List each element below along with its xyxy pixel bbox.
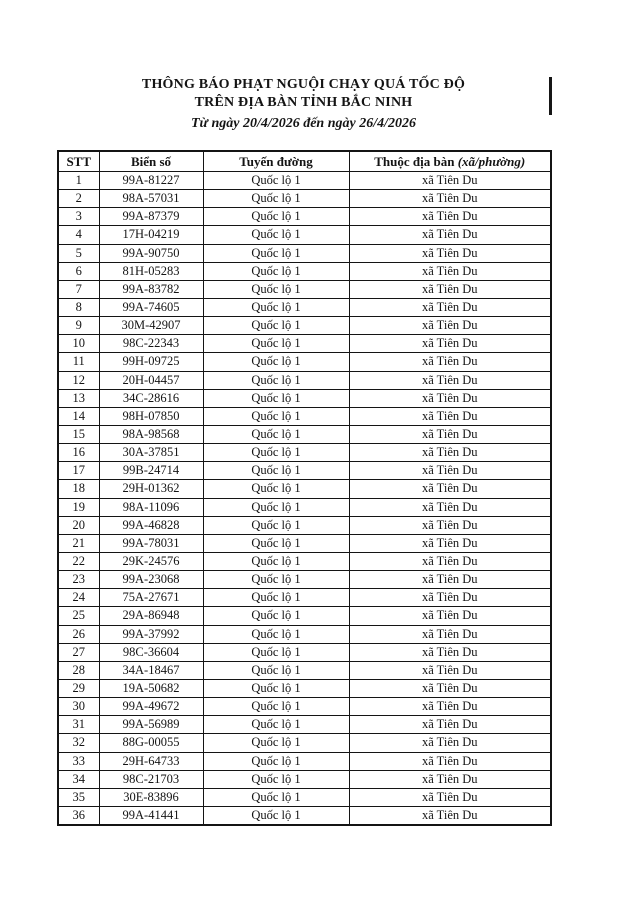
table-row [58, 788, 551, 806]
cell-stt: 18 [58, 480, 99, 498]
cell-stt: 4 [58, 226, 99, 244]
cell-tuyen-duong: Quốc lộ 1 [203, 625, 349, 643]
cell-dia-ban: xã Tiên Du [349, 444, 551, 462]
cell-tuyen-duong: Quốc lộ 1 [203, 190, 349, 208]
cell-dia-ban: xã Tiên Du [349, 552, 551, 570]
cell-bien-so: 99A-46828 [99, 516, 203, 534]
cell-dia-ban: xã Tiên Du [349, 770, 551, 788]
table-row [58, 770, 551, 788]
cell-bien-so: 99A-56989 [99, 716, 203, 734]
cell-bien-so: 99A-74605 [99, 298, 203, 316]
cell-stt: 36 [58, 806, 99, 825]
cell-dia-ban: xã Tiên Du [349, 698, 551, 716]
cell-stt: 8 [58, 298, 99, 316]
cell-stt: 28 [58, 661, 99, 679]
cell-stt: 33 [58, 752, 99, 770]
cell-stt: 19 [58, 498, 99, 516]
header-tuyen-duong: Tuyến đường [203, 151, 349, 172]
cell-dia-ban: xã Tiên Du [349, 589, 551, 607]
table-row [58, 371, 551, 389]
cell-stt: 25 [58, 607, 99, 625]
table-row [58, 335, 551, 353]
cell-tuyen-duong: Quốc lộ 1 [203, 407, 349, 425]
table-row [58, 462, 551, 480]
cell-stt: 34 [58, 770, 99, 788]
cell-tuyen-duong: Quốc lộ 1 [203, 208, 349, 226]
table-row [58, 516, 551, 534]
cell-dia-ban: xã Tiên Du [349, 625, 551, 643]
cell-bien-so: 30M-42907 [99, 317, 203, 335]
cell-dia-ban: xã Tiên Du [349, 353, 551, 371]
cell-stt: 32 [58, 734, 99, 752]
violations-table-body [58, 172, 551, 826]
cell-bien-so: 75A-27671 [99, 589, 203, 607]
cell-tuyen-duong: Quốc lộ 1 [203, 462, 349, 480]
cell-tuyen-duong: Quốc lộ 1 [203, 480, 349, 498]
cell-stt: 26 [58, 625, 99, 643]
cell-dia-ban: xã Tiên Du [349, 643, 551, 661]
cell-bien-so: 29H-64733 [99, 752, 203, 770]
cell-bien-so: 98A-11096 [99, 498, 203, 516]
table-row [58, 498, 551, 516]
table-row [58, 280, 551, 298]
table-row [58, 317, 551, 335]
cell-stt: 29 [58, 679, 99, 697]
cell-bien-so: 17H-04219 [99, 226, 203, 244]
cell-bien-so: 34A-18467 [99, 661, 203, 679]
header-stt: STT [58, 151, 99, 172]
cell-tuyen-duong: Quốc lộ 1 [203, 226, 349, 244]
cell-dia-ban: xã Tiên Du [349, 335, 551, 353]
cell-tuyen-duong: Quốc lộ 1 [203, 589, 349, 607]
cell-bien-so: 19A-50682 [99, 679, 203, 697]
cell-dia-ban: xã Tiên Du [349, 226, 551, 244]
cell-tuyen-duong: Quốc lộ 1 [203, 516, 349, 534]
cell-dia-ban: xã Tiên Du [349, 389, 551, 407]
cell-tuyen-duong: Quốc lộ 1 [203, 244, 349, 262]
cell-dia-ban: xã Tiên Du [349, 534, 551, 552]
cell-bien-so: 34C-28616 [99, 389, 203, 407]
cell-bien-so: 98H-07850 [99, 407, 203, 425]
cell-tuyen-duong: Quốc lộ 1 [203, 571, 349, 589]
cell-bien-so: 99A-37992 [99, 625, 203, 643]
table-row [58, 244, 551, 262]
cell-stt: 24 [58, 589, 99, 607]
table-row [58, 661, 551, 679]
cell-stt: 13 [58, 389, 99, 407]
cell-dia-ban: xã Tiên Du [349, 752, 551, 770]
header-dia-ban [349, 151, 551, 172]
cell-tuyen-duong: Quốc lộ 1 [203, 788, 349, 806]
cell-tuyen-duong: Quốc lộ 1 [203, 698, 349, 716]
cell-stt: 16 [58, 444, 99, 462]
cell-stt: 30 [58, 698, 99, 716]
violations-table-header [58, 151, 551, 172]
cell-dia-ban: xã Tiên Du [349, 280, 551, 298]
cell-tuyen-duong: Quốc lộ 1 [203, 734, 349, 752]
cell-stt: 23 [58, 571, 99, 589]
cell-tuyen-duong: Quốc lộ 1 [203, 298, 349, 316]
cell-dia-ban: xã Tiên Du [349, 716, 551, 734]
cell-dia-ban: xã Tiên Du [349, 480, 551, 498]
cell-stt: 2 [58, 190, 99, 208]
cell-stt: 22 [58, 552, 99, 570]
cell-tuyen-duong: Quốc lộ 1 [203, 498, 349, 516]
cell-tuyen-duong: Quốc lộ 1 [203, 389, 349, 407]
cell-stt: 5 [58, 244, 99, 262]
cell-bien-so: 98A-57031 [99, 190, 203, 208]
cell-bien-so: 98C-36604 [99, 643, 203, 661]
cell-bien-so: 99A-81227 [99, 172, 203, 190]
cell-tuyen-duong: Quốc lộ 1 [203, 552, 349, 570]
cell-bien-so: 98C-21703 [99, 770, 203, 788]
cell-bien-so: 98A-98568 [99, 425, 203, 443]
cell-bien-so: 99A-78031 [99, 534, 203, 552]
cell-tuyen-duong: Quốc lộ 1 [203, 661, 349, 679]
cell-tuyen-duong: Quốc lộ 1 [203, 280, 349, 298]
cell-tuyen-duong: Quốc lộ 1 [203, 806, 349, 825]
cell-bien-so: 99A-23068 [99, 571, 203, 589]
table-row [58, 172, 551, 190]
document-header [57, 76, 550, 133]
table-row [58, 208, 551, 226]
cell-stt: 15 [58, 425, 99, 443]
table-row [58, 226, 551, 244]
cell-tuyen-duong: Quốc lộ 1 [203, 607, 349, 625]
cell-stt: 17 [58, 462, 99, 480]
cell-bien-so: 81H-05283 [99, 262, 203, 280]
table-row [58, 262, 551, 280]
cell-dia-ban: xã Tiên Du [349, 679, 551, 697]
header-row [58, 151, 551, 172]
cell-tuyen-duong: Quốc lộ 1 [203, 425, 349, 443]
cell-dia-ban: xã Tiên Du [349, 788, 551, 806]
document-title-line-1: THÔNG BÁO PHẠT NGUỘI CHẠY QUÁ TỐC ĐỘ [141, 77, 466, 92]
table-row [58, 571, 551, 589]
cell-bien-so: 29K-24576 [99, 552, 203, 570]
cell-stt: 3 [58, 208, 99, 226]
cell-dia-ban: xã Tiên Du [349, 298, 551, 316]
cell-tuyen-duong: Quốc lộ 1 [203, 335, 349, 353]
table-row [58, 643, 551, 661]
table-row [58, 716, 551, 734]
cell-stt: 7 [58, 280, 99, 298]
table-row [58, 607, 551, 625]
cell-stt: 31 [58, 716, 99, 734]
cell-bien-so: 99A-49672 [99, 698, 203, 716]
table-row [58, 698, 551, 716]
cell-bien-so: 99A-87379 [99, 208, 203, 226]
cell-tuyen-duong: Quốc lộ 1 [203, 172, 349, 190]
cell-bien-so: 99H-09725 [99, 353, 203, 371]
cell-bien-so: 29H-01362 [99, 480, 203, 498]
table-row [58, 806, 551, 825]
cell-stt: 21 [58, 534, 99, 552]
cell-tuyen-duong: Quốc lộ 1 [203, 770, 349, 788]
table-row [58, 480, 551, 498]
table-row [58, 589, 551, 607]
cell-stt: 12 [58, 371, 99, 389]
cell-tuyen-duong: Quốc lộ 1 [203, 643, 349, 661]
table-row [58, 534, 551, 552]
cell-bien-so: 30E-83896 [99, 788, 203, 806]
cell-dia-ban: xã Tiên Du [349, 425, 551, 443]
table-row [58, 298, 551, 316]
cell-stt: 27 [58, 643, 99, 661]
cell-tuyen-duong: Quốc lộ 1 [203, 716, 349, 734]
cell-bien-so: 99A-41441 [99, 806, 203, 825]
table-row [58, 752, 551, 770]
cell-dia-ban: xã Tiên Du [349, 262, 551, 280]
cell-bien-so: 20H-04457 [99, 371, 203, 389]
cell-stt: 35 [58, 788, 99, 806]
cell-stt: 11 [58, 353, 99, 371]
cell-bien-so: 99A-90750 [99, 244, 203, 262]
document-date-range: Từ ngày 20/4/2026 đến ngày 26/4/2026 [191, 116, 416, 131]
cell-bien-so: 29A-86948 [99, 607, 203, 625]
cell-dia-ban: xã Tiên Du [349, 607, 551, 625]
table-row [58, 444, 551, 462]
cell-stt: 9 [58, 317, 99, 335]
cell-bien-so: 88G-00055 [99, 734, 203, 752]
cell-tuyen-duong: Quốc lộ 1 [203, 353, 349, 371]
cell-tuyen-duong: Quốc lộ 1 [203, 444, 349, 462]
cell-dia-ban: xã Tiên Du [349, 208, 551, 226]
table-row [58, 552, 551, 570]
cell-dia-ban: xã Tiên Du [349, 172, 551, 190]
table-row [58, 679, 551, 697]
cell-tuyen-duong: Quốc lộ 1 [203, 317, 349, 335]
cell-dia-ban: xã Tiên Du [349, 317, 551, 335]
table-row [58, 734, 551, 752]
cell-dia-ban: xã Tiên Du [349, 806, 551, 825]
cell-dia-ban: xã Tiên Du [349, 661, 551, 679]
cell-bien-so: 98C-22343 [99, 335, 203, 353]
document-title-line-2: TRÊN ĐỊA BÀN TỈNH BẮC NINH [194, 95, 413, 110]
cell-stt: 1 [58, 172, 99, 190]
table-row [58, 190, 551, 208]
header-dia-ban-note: (xã/phường) [457, 153, 526, 169]
table-row [58, 625, 551, 643]
cell-dia-ban: xã Tiên Du [349, 244, 551, 262]
cell-tuyen-duong: Quốc lộ 1 [203, 262, 349, 280]
table-row [58, 389, 551, 407]
cell-dia-ban: xã Tiên Du [349, 498, 551, 516]
violations-table [57, 150, 552, 826]
cell-dia-ban: xã Tiên Du [349, 571, 551, 589]
cell-tuyen-duong: Quốc lộ 1 [203, 534, 349, 552]
header-dia-ban-label: Thuộc địa bàn [374, 153, 455, 169]
cell-bien-so: 99A-83782 [99, 280, 203, 298]
page-edge-mark [549, 77, 552, 115]
cell-tuyen-duong: Quốc lộ 1 [203, 752, 349, 770]
cell-stt: 10 [58, 335, 99, 353]
cell-dia-ban: xã Tiên Du [349, 734, 551, 752]
cell-dia-ban: xã Tiên Du [349, 407, 551, 425]
cell-stt: 6 [58, 262, 99, 280]
cell-dia-ban: xã Tiên Du [349, 516, 551, 534]
cell-bien-so: 99B-24714 [99, 462, 203, 480]
cell-dia-ban: xã Tiên Du [349, 190, 551, 208]
cell-tuyen-duong: Quốc lộ 1 [203, 679, 349, 697]
cell-bien-so: 30A-37851 [99, 444, 203, 462]
cell-dia-ban: xã Tiên Du [349, 371, 551, 389]
header-bien-so: Biển số [99, 151, 203, 172]
cell-tuyen-duong: Quốc lộ 1 [203, 371, 349, 389]
cell-stt: 20 [58, 516, 99, 534]
table-row [58, 425, 551, 443]
cell-dia-ban: xã Tiên Du [349, 462, 551, 480]
table-row [58, 407, 551, 425]
table-row [58, 353, 551, 371]
cell-stt: 14 [58, 407, 99, 425]
